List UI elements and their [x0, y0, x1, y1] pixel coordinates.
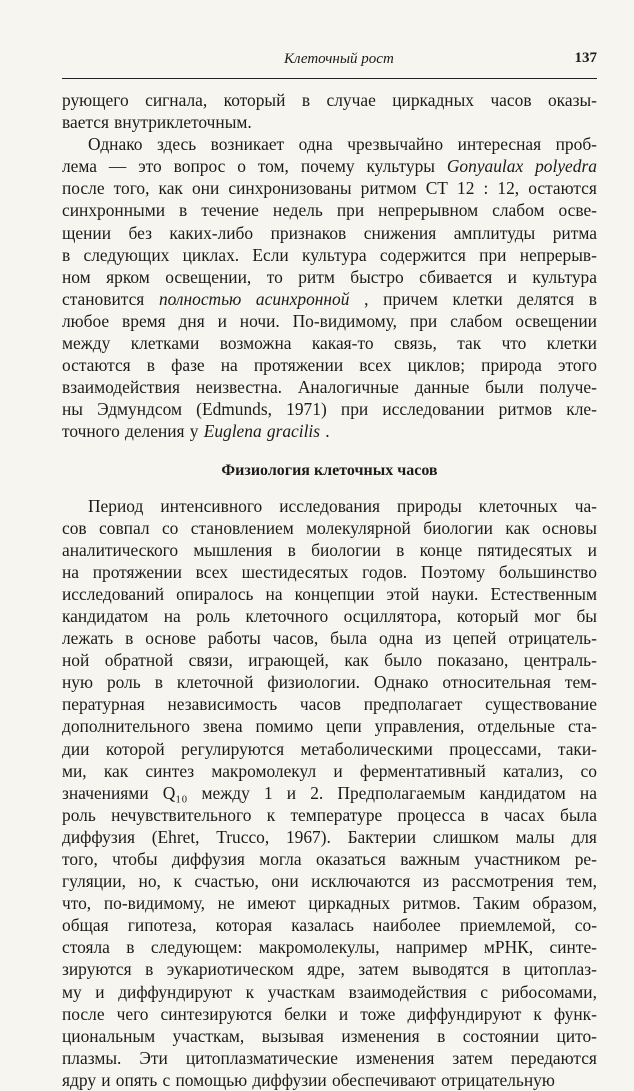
page-number: 137	[574, 50, 597, 66]
text-line: зируются в эукариотическом ядре, затем выводятся в цитоплаз-	[62, 959, 597, 980]
text-line: в следующих циклах. Если культура содержится при непрерыв-	[62, 244, 597, 265]
text-line: исследований опиралось на концепции этой науки. Естественным	[62, 583, 597, 604]
text-line: Период интенсивного исследования природы клеточных ча-	[88, 495, 597, 516]
text-line: стояла в следующем: макромолекулы, например мРНК, синте-	[62, 937, 597, 958]
body-text	[62, 89, 597, 1091]
text-line: ядру и опять с помощью диффузии обеспечивают отрицательную	[62, 1069, 555, 1090]
text-line: гуляции, но, к счастью, они исключаются из рассмотрения тем,	[62, 871, 597, 892]
text-line: точного деления у Euglena gracilis .	[62, 421, 330, 442]
text-line: что, по-видимому, не имеют циркадных ритмов. Таким образом,	[62, 893, 597, 914]
text-line: значениями Q₁₀ между 1 и 2. Предполагаемым кандидатом на	[62, 782, 597, 803]
text-line: Однако здесь возникает одна чрезвычайно интересная проб-	[88, 134, 597, 155]
text-line: аналитического мышления в биологии в конце пятидесятых и	[62, 539, 597, 560]
text-line: плазмы. Эти цитоплазматические изменения затем передаются	[62, 1047, 597, 1068]
text-line: лежать в основе работы часов, была одна из цепей отрицатель-	[62, 628, 597, 649]
text-line: общая гипотеза, которая казалась наиболее приемлемой, со-	[62, 915, 597, 936]
text-line: любое время дня и ночи. По-видимому, при слабом освещении	[62, 310, 597, 331]
text-line: остаются в фазе на протяжении всех циклов; природа этого	[62, 355, 597, 376]
text-line: синхронными в течение недель при непрерывном слабом осве-	[62, 200, 597, 221]
text-line: лема — это вопрос о том, почему культуры Gonyaulax polyedra	[62, 156, 597, 177]
text-line: му и диффундируют к участкам взаимодействия с рибосомами,	[62, 981, 597, 1002]
text-line: ном ярком освещении, то ритм быстро сбивается и культура	[62, 266, 597, 287]
text-line: щении без каких-либо признаков снижения амплитуды ритма	[62, 222, 597, 243]
text-line: ную роль в клеточной физиологии. Однако относительная тем-	[62, 672, 597, 693]
text-line: между клетками возможна какая-то связь, так что клетки	[62, 333, 597, 354]
text-line: дополнительного звена помимо цепи управления, отдельные ста-	[62, 716, 597, 737]
text-line: сов совпал со становлением молекулярной биологии как основы	[62, 517, 597, 538]
text-line: кандидатом на роль клеточного осциллятора, который мог бы	[62, 605, 597, 626]
text-line: того, чтобы диффузия могла оказаться важным участником ре-	[62, 849, 597, 869]
text-line: после того, как они синхронизованы ритмом СТ 12 : 12, остаются	[62, 178, 597, 199]
text-line: циональным участкам, вызывая изменения в состоянии цито-	[62, 1025, 597, 1046]
running-title: Клеточный рост	[284, 51, 394, 67]
text-line: роль нечувствительного к температуре процесса в часах была	[62, 804, 597, 825]
text-line: дии которой регулируются метаболическими процессами, таки-	[62, 738, 597, 759]
text-line: на протяжении всех шестидесятых годов. Поэтому большинство	[62, 561, 597, 582]
text-line: вается внутриклеточным.	[62, 112, 252, 133]
text-line: ми, как синтез макромолекул и ферментативный катализ, со	[62, 760, 597, 781]
running-header	[62, 50, 597, 79]
text-line: ной обратной связи, играющей, как было показано, централь-	[62, 650, 597, 671]
text-line: рующего сигнала, который в случае циркадных часов оказы-	[62, 90, 597, 110]
text-line: пературная независимость часов предполагает существование	[62, 694, 597, 715]
text-line: после чего синтезируются белки и тоже диффундируют к функ-	[62, 1003, 597, 1024]
text-line: диффузия (Ehret, Trucco, 1967). Бактерии слишком малы для	[62, 826, 597, 847]
section-heading: Физиология клеточных часов	[221, 461, 438, 479]
text-line: ны Эдмундсом (Edmunds, 1971) при исследовании ритмов кле-	[62, 399, 597, 420]
text-line: становится полностью асинхронной , причем клетки делятся в	[62, 288, 597, 309]
text-line: взаимодействия неизвестна. Аналогичные данные были получе-	[62, 377, 597, 398]
